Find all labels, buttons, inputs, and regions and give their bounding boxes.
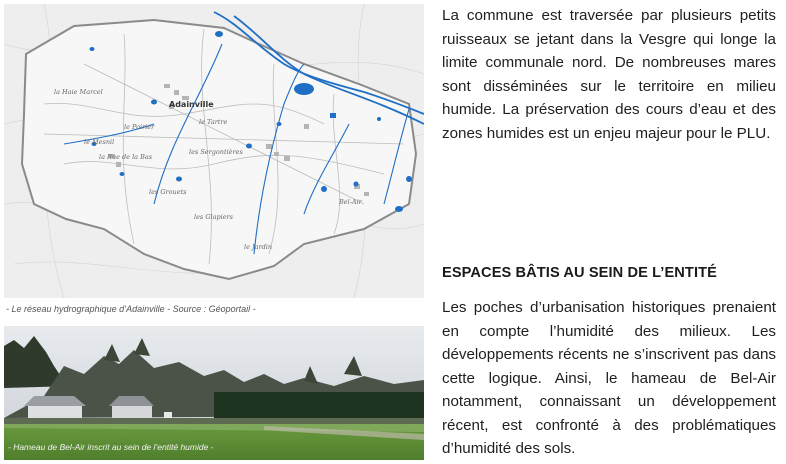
map-place-label: les Grouets — [149, 188, 187, 196]
hydrographic-map — [4, 4, 424, 298]
map-town-label: Adainville — [169, 100, 214, 109]
section-heading: ESPACES BÂTIS AU SEIN DE L’ENTITÉ — [442, 265, 717, 281]
map-place-label: les Glapiers — [194, 213, 234, 221]
map-place-label: le Jardin — [244, 243, 273, 251]
section-paragraph: Les poches d’urbanisation historiques prenaient en compte l’humidité des milieux. Les développements récents ne s’inscrivent pas dans cette logique. Ainsi, le hameau de Bel-Air notamment, connaissant un développement récent, est confronté à des problématiques d’humidité des sols. — [442, 299, 776, 457]
bel-air-photo — [4, 326, 424, 460]
map-place-label: les Sergontières — [189, 148, 243, 156]
map-place-label: la Rue de la Bas — [99, 153, 153, 161]
map-place-label: la Haie Marcel — [54, 88, 103, 96]
map-place-label: Bel-Air — [339, 198, 362, 206]
map-place-label: le Tartre — [199, 118, 228, 126]
map-caption: - Le réseau hydrographique d’Adainville - Source : Géoportail - — [6, 304, 256, 314]
map-place-label: le Mesnil — [84, 138, 115, 146]
photo-caption: - Hameau de Bel-Air inscrit au sein de l’entité humide - — [8, 442, 214, 452]
map-place-label: le Poirier — [124, 123, 155, 131]
map-graphic — [4, 4, 424, 298]
landscape-photo — [4, 326, 424, 460]
intro-paragraph: La commune est traversée par plusieurs petits ruisseaux se jetant dans la Vesgre qui longe la limite communale nord. De nombreuses mares sont disséminées sur le territoire en milieu humide. La préservation des cours d’eau et des zones humides est un enjeu majeur pour le PLU. — [442, 7, 776, 142]
